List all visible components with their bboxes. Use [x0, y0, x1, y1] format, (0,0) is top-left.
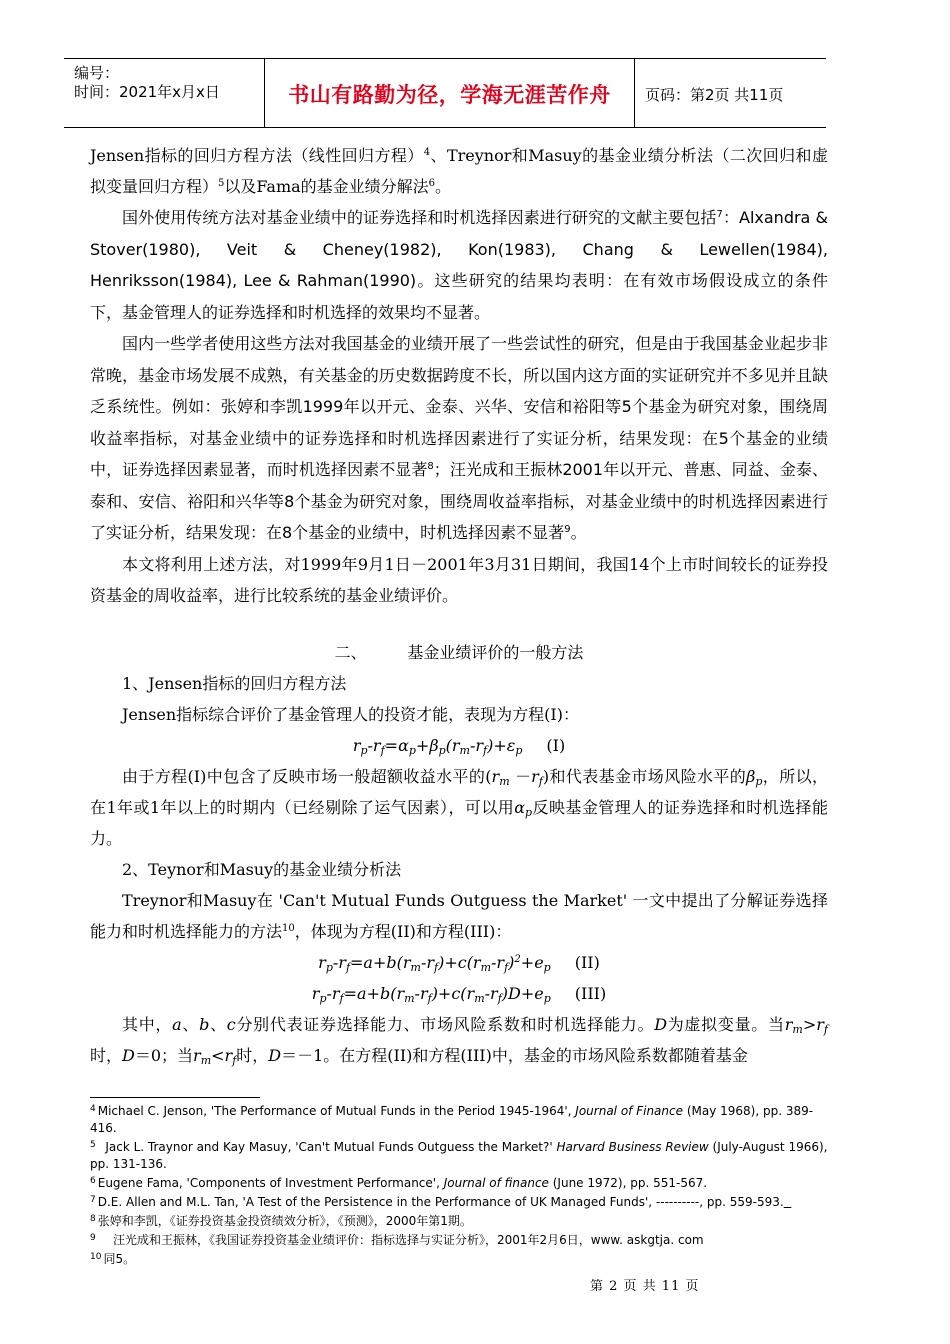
footnote-5: $^5$ Jack L. Traynor and Kay Masuy, 'Can't Mutual Funds Outguess the Market?' Harvard Business Review (July-August 1966), pp. 131-136.	[90, 1140, 832, 1171]
page-label: 页码：第2页 共11页	[645, 86, 784, 104]
page-footer: 第 2 页 共 11 页	[590, 1279, 700, 1294]
time-label: 时间：2021年x月x日	[74, 83, 220, 101]
footnote-10: $^{10}$ 同5。	[90, 1252, 136, 1266]
footnote-7: $^7$ D.E. Allen and M.L. Tan, 'A Test of the Persistence in the Performance of UK Managed Funds', ----------, pp. 559-593.	[90, 1195, 784, 1209]
paragraph-treynor: Treynor和Masuy在 'Can't Mutual Funds Outguess the Market' 一文中提出了分解证券选择能力和时机选择能力的方法$^{10}$，体现为方程(II)和方程(III)：	[90, 890, 828, 941]
equation-3: $r_p-r_f=a+b(r_m-r_f)+c(r_m-r_f)D+e_p$ (III)	[311, 983, 607, 1005]
paragraph-foreign-literature: 国外使用传统方法对基金业绩中的证券选择和时机选择因素进行研究的文献主要包括$^7$：Alxandra & Stover(1980), Veit & Cheney(1982), Kon(1983), Chang & Lewellen(1984), Henriksson(1984), Lee & Rahman(1990)。这些研究的结果均表明：在有效市场假设成立的条件下，基金管理人的证券选择和时机选择的效果均不显著。	[90, 208, 828, 322]
document-body	[90, 140, 828, 1071]
header-page-cell	[635, 59, 826, 127]
page-header	[64, 58, 826, 128]
motto: 书山有路勤为径，学海无涯苦作舟	[288, 83, 611, 107]
equation-2: $r_p-r_f=a+b(r_m-r_f)+c(r_m-r_f)^2+e_p$ (II)	[318, 952, 600, 974]
header-meta-cell	[64, 59, 265, 127]
subsection-title-treynor: 2、Teynor和Masuy的基金业绩分析法	[122, 859, 402, 879]
paragraph-variables: 其中，a、b、c分别代表证券选择能力、市场风险系数和时机选择能力。D为虚拟变量。当$r_m>r_f$时，D＝0；当$r_m<r_f$时，D＝－1。在方程(II)和方程(III)中，基金的市场风险系数都随着基金	[90, 1014, 828, 1067]
equation-1-label: (I)	[546, 735, 566, 755]
jensen-intro: Jensen指标综合评价了基金管理人的投资才能，表现为方程(I)：	[122, 704, 579, 724]
paragraph-jensen-explanation: 由于方程(I)中包含了反映市场一般超额收益水平的$(r_m -r_f)$和代表基金市场风险水平的$\beta_p$，所以，在1年或1年以上的时期内（已经剔除了运气因素），可以用$\alpha_p$反映基金管理人的证券选择和时机选择能力。	[90, 766, 828, 848]
paragraph-methods: Jensen指标的回归方程方法（线性回归方程）$^4$、Treynor和Masuy的基金业绩分析法（二次回归和虚拟变量回归方程）$^5$以及Fama的基金业绩分解法$^6$。	[90, 146, 828, 196]
equation-1: $r_p-r_f=\alpha_p+\beta_p(r_m-r_f)+\varepsilon_p$ (I)	[352, 735, 566, 757]
header-motto-cell	[265, 59, 635, 127]
paragraph-this-paper: 本文将利用上述方法，对1999年9月1日－2001年3月31日期间，我国14个上市时间较长的证券投资基金的周收益率，进行比较系统的基金业绩评价。	[90, 554, 828, 605]
equation-3-label: (III)	[574, 983, 607, 1003]
equation-2-label: (II)	[574, 952, 600, 972]
subsection-title-jensen: 1、Jensen指标的回归方程方法	[122, 673, 347, 693]
footnote-separator	[90, 1097, 260, 1098]
paragraph-domestic-literature: 国内一些学者使用这些方法对我国基金的业绩开展了一些尝试性的研究，但是由于我国基金业起步非常晚，基金市场发展不成熟，有关基金的历史数据跨度不长，所以国内这方面的实证研究并不多见并且缺乏系统性。例如：张婷和李凯1999年以开元、金泰、兴华、安信和裕阳等5个基金为研究对象，围绕周收益率指标，对基金业绩中的证券选择和时机选择因素进行了实证分析，结果发现：在5个基金的业绩中，证券选择因素显著，而时机选择因素不显著$^8$；汪光成和王振林2001年以开元、普惠、同益、金泰、泰和、安信、裕阳和兴华等8个基金为研究对象，围绕周收益率指标，对基金业绩中的时机选择因素进行了实证分析，结果发现：在8个基金的业绩中，时机选择因素不显著$^9$。	[90, 334, 828, 542]
code-label: 编号：	[74, 64, 120, 82]
footnote-8: $^8$ 张婷和李凯，《证券投资基金投资绩效分析》，《预测》，2000年第1期。	[90, 1214, 472, 1228]
footnote-6: $^6$ Eugene Fama, 'Components of Investment Performance', Journal of finance (June 1972), pp. 551-567.	[90, 1176, 708, 1190]
footnote-9: $^9$ 汪光成和王振林，《我国证券投资基金业绩评价：指标选择与实证分析》，2001年2月6日，www. askgtja. com	[90, 1233, 704, 1247]
footnote-4: $^4$ Michael C. Jenson, 'The Performance of Mutual Funds in the Period 1945-1964', Journal of Finance (May 1968), pp. 389-416.	[90, 1104, 814, 1135]
section-title: 二、 基金业绩评价的一般方法	[334, 642, 584, 662]
footnotes	[90, 1101, 830, 1268]
